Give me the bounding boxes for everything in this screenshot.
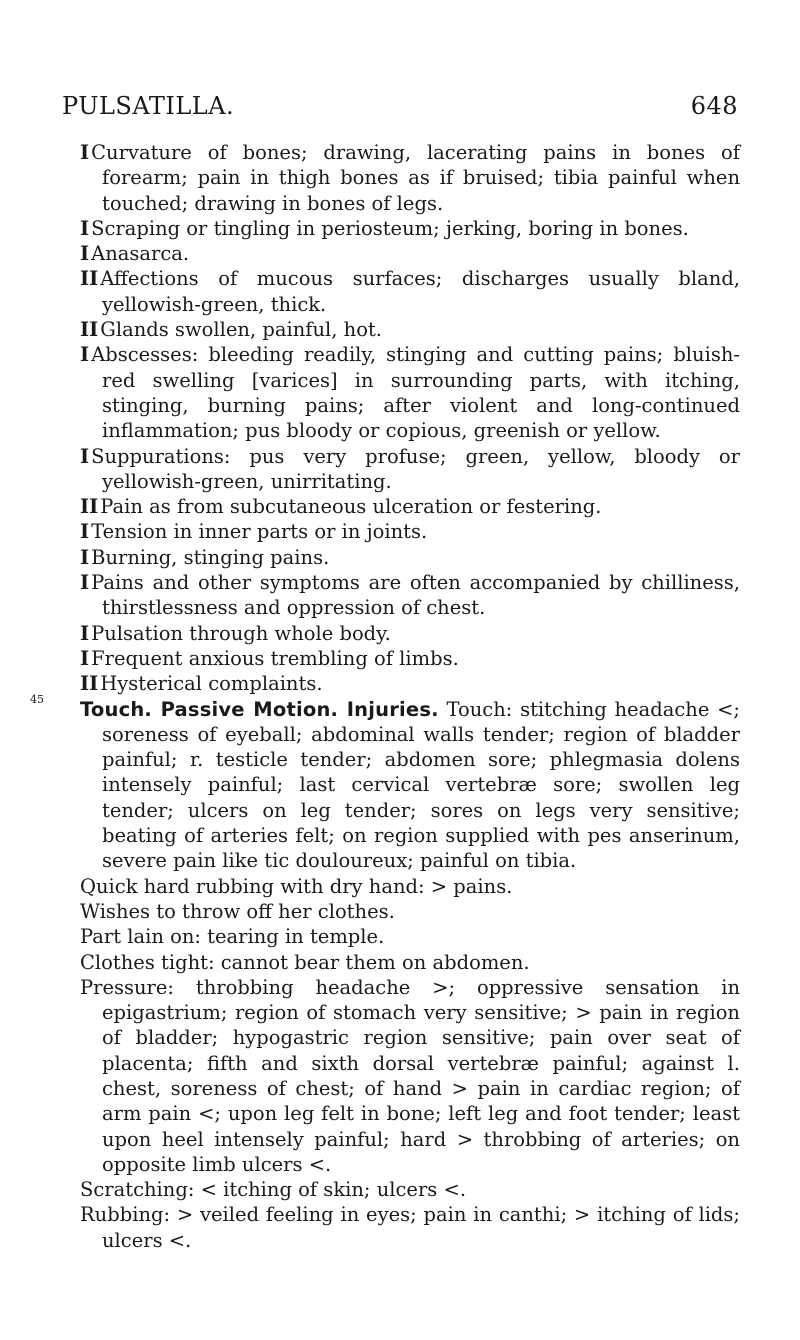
page-body [30,140,741,1253]
emphasis-mark: I [80,621,90,645]
symptom-entry [80,241,740,266]
entry-text: Abscesses: bleeding readily, stinging and cutting pains; bluish-red swelling [varices] in surrounding parts, with itching, stinging, burning pains; after violent and long-continued inflammation; pus bloody or copious, greenish or yellow. [91,343,740,443]
entry-text: Pain as from subcutaneous ulceration or festering. [100,495,602,519]
entry-text: Frequent anxious trembling of limbs. [91,646,459,670]
running-header [62,92,738,120]
entry-text: Affections of mucous surfaces; discharges usually bland, yellowish-green, thick. [100,267,740,316]
entry-text: Tension in inner parts or in joints. [91,520,428,544]
symptom-entry [80,646,740,671]
symptom-entry [80,570,740,621]
symptom-entry [80,140,740,216]
emphasis-mark: I [80,242,90,266]
emphasis-mark: I [80,545,90,569]
emphasis-mark: II [80,318,99,342]
symptom-entry [80,671,740,696]
entry-text: Anasarca. [91,242,190,266]
modality-entry [80,1177,740,1202]
entry-text: Quick hard rubbing with dry hand: > pains. [80,874,513,898]
emphasis-mark: I [80,520,90,544]
symptom-entry [80,216,740,241]
emphasis-mark: I [80,444,90,468]
symptom-entry [80,317,740,342]
entry-text: Suppurations: pus very profuse; green, yellow, bloody or yellowish-green, unirritating. [91,444,740,493]
modality-entry [80,975,740,1177]
emphasis-mark: I [80,141,90,164]
modality-entry [80,899,740,924]
section-text: Touch: stitching headache <; soreness of eyeball; abdominal walls tender; region of bladder painful; r. testicle tender; abdomen sore; phlegmasia dolens intensely painful; last cervical vertebræ sore; swollen leg tender; ulcers on leg tender; sores on legs very sensitive; beating of arteries felt; on region supplied with pes anserinum, severe pain like tic douloureux; painful on tibia. [102,697,741,873]
header-title: PULSATILLA. [62,92,235,120]
entry-text: Hysterical complaints. [100,672,323,696]
entry-text: Wishes to throw off her clothes. [80,899,395,923]
symptom-entry [80,444,740,495]
emphasis-mark: II [80,495,99,519]
emphasis-mark: II [80,267,99,291]
symptom-entry [80,621,740,646]
emphasis-mark: I [80,343,90,367]
symptom-entry [80,342,740,443]
entry-text: Rubbing: > veiled feeling in eyes; pain in canthi; > itching of lids; ulcers <. [80,1203,740,1252]
entry-text: Burning, stinging pains. [91,545,330,569]
entry-text: Clothes tight: cannot bear them on abdomen. [80,950,530,974]
symptom-entry [80,494,740,519]
modality-entry [80,924,740,949]
touch-section: 45 Touch. Passive Motion. Injuries. Touch: stitching headache <; soreness of eyeball; abdominal walls tender; region of bladder painful; r. testicle tender; abdomen sore; phlegmasia dolens intensely painful; last cervical vertebræ sore; swollen leg tender; ulcers on leg tender; sores on legs very sensitive; beating of arteries felt; on region supplied with pes anserinum, severe pain like tic douloureux; painful on tibia. [30,692,741,873]
symptom-entry [80,266,740,317]
entry-text: Part lain on: tearing in temple. [80,925,385,949]
emphasis-mark: II [80,672,99,696]
modality-entry [80,874,740,899]
emphasis-mark: I [80,646,90,670]
entry-text: Scratching: < itching of skin; ulcers <. [80,1178,467,1202]
emphasis-mark: I [80,216,90,240]
entry-text: Curvature of bones; drawing, lacerating pains in bones of forearm; pain in thigh bones as if bruised; tibia painful when touched; drawing in bones of legs. [91,141,740,215]
entry-text: Glands swollen, painful, hot. [100,318,382,342]
symptom-entry [80,545,740,570]
entry-text: Pressure: throbbing headache >; oppressive sensation in epigastrium; region of stomach very sensitive; > pain in region of bladder; hypogastric region sensitive; pain over seat of placenta; fifth and sixth dorsal vertebræ painful; against l. chest, soreness of chest; of hand > pain in cardiac region; of arm pain <; upon leg felt in bone; left leg and foot tender; least upon heel intensely painful; hard > throbbing of arteries; on opposite limb ulcers <. [80,975,740,1176]
modality-entry [80,950,740,975]
entry-text: Scraping or tingling in periosteum; jerking, boring in bones. [91,216,689,240]
symptom-entry [80,519,740,544]
section-heading: Touch. Passive Motion. Injuries. [80,697,439,721]
entry-text: Pulsation through whole body. [91,621,391,645]
page-number: 648 [690,92,738,120]
entry-text: Pains and other symptoms are often accompanied by chilliness, thirstlessness and oppression of chest. [91,571,740,620]
modality-entry [80,1202,740,1253]
emphasis-mark: I [80,571,90,595]
